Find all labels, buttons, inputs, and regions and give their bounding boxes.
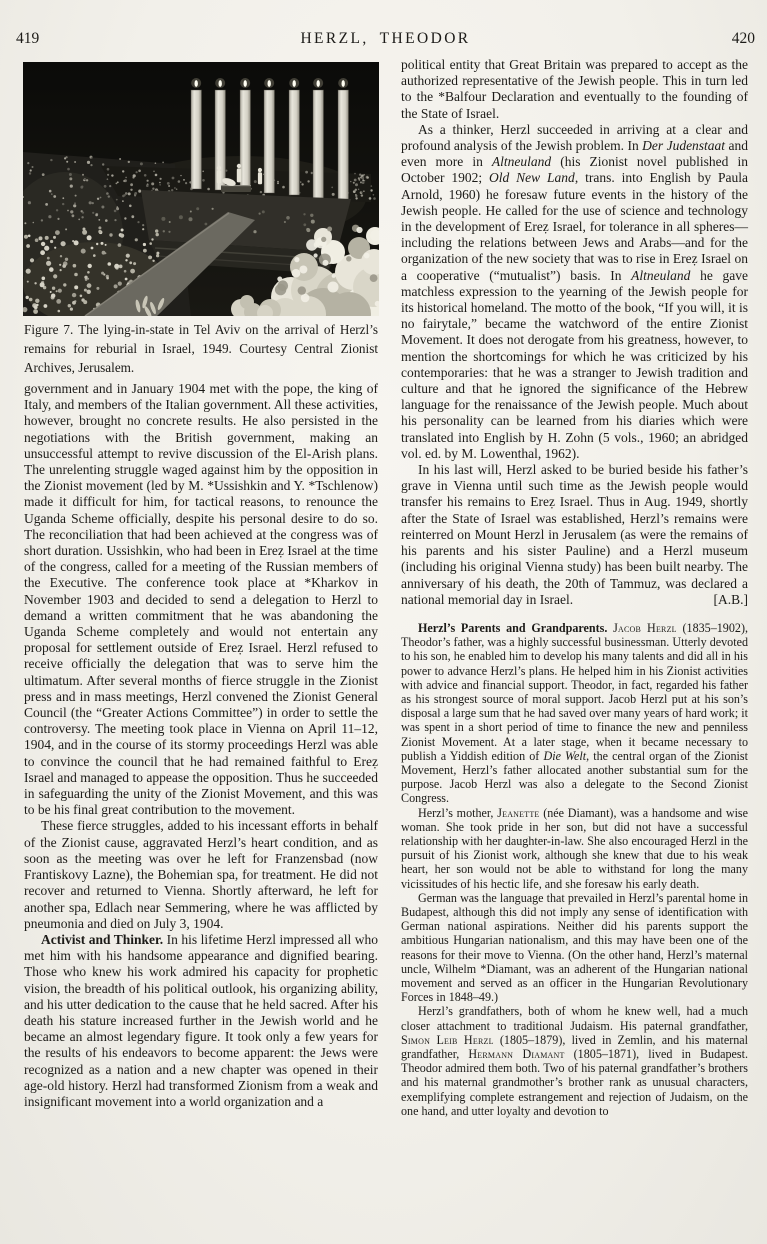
- right-column: [401, 57, 748, 1118]
- paragraph: Activist and Thinker. In his lifetime Herzl impressed all who met him with his handsome appearance and dignified bearing. Those who knew his work admired his capacity for prophetic vision, the breadth of his political outlook, his organizing ability, and his utter dedication to the cause that he held sacred. After his death his stature increased further in the Jewish world and he became an almost legendary figure. It took only a few years for the results of his endeavors to become apparent: the Jews were recognized as a nation and a new chapter was opened in their age-old history. Herzl had transformed Zionism from a weak and insignificant movement into a world organization and a: [24, 931, 378, 1109]
- page-number-left: 419: [16, 30, 40, 47]
- paragraph: political entity that Great Britain was prepared to accept as the authorized representative of the Jewish people. This in turn led to the *Balfour Declaration and eventually to the founding of the State of Israel.: [401, 57, 748, 121]
- page-header: [16, 30, 755, 48]
- paragraph: Herzl’s Parents and Grandparents. Jacob Herzl (1835–1902), Theodor’s father, was a highly successful businessman. Utterly devoted to his son, he enabled him to develop his many talents and did all in his power to advance Herzl’s plans. He helped him in his Zionist activities with advice and financial support. Theodor, in fact, regarded his father as his strongest source of moral support. Jacob Herzl put at his son’s disposal a large sum that he had saved over many years of hard work; it was spent in a short period of time to finance the new and penniless Zionist Movement. At a later stage, when it became necessary to publish a Yiddish edition of Die Welt, the central organ of the Zionist Movement, Herzl’s father allocated another substantial sum for the purpose. Jacob Herzl was also a delegate to the Second Zionist Congress.: [401, 620, 748, 806]
- section-parents-and-grandparents: [401, 621, 748, 1118]
- paragraph: As a thinker, Herzl succeeded in arriving at a clear and profound analysis of the Jewish problem. In Der Judenstaat and even more in Altneuland (his Zionist novel published in October 1902; Old New Land, trans. into English by Paula Arnold, 1960) he foresaw future events in the history of the Jewish people. He called for the use of science and technology in the development of Ereẓ Israel, for tolerance in all spheres—including the relations between Jews and Arabs—and for the organization of the new society that was to rise in Ereẓ Israel on a cooperative (“mutualist”) basis. In Altneuland he gave matchless expression to the yearning of the Jewish people for its historical homeland. The motto of the book, “If you will, it is no fairytale,” became the watchword of the entire Zionist Movement. It does not derogate from his greatness, however, to mention the shortcomings for which he was criticized by his contemporaries: that he was a stranger to Jewish tradition and culture and that he ignored the significance of the Hebrew language for the renaissance of the Jewish people. Much about his personality can be learned from his diaries which were translated into English by H. Zohn (5 vols., 1960; an abridged vol. ed. by M. Lowenthal, 1962).: [401, 121, 748, 461]
- page-number-right: 420: [731, 30, 755, 47]
- paragraph: These fierce struggles, added to his incessant efforts in behalf of the Zionist cause, aggravated Herzl’s heart condition, and as soon as the meeting was over he left for Franzensbad (now Frantiskovy Lazne), the Bohemian spa, for treatment. He did not recover and returned to Vienna. Shortly afterward, he left for another spa, Edlach near Semmering, where he was afflicted by pneumonia and died on July 3, 1904.: [24, 818, 378, 931]
- paragraph: Herzl’s grandfathers, both of whom he knew well, had a much closer attachment to traditional Judaism. His paternal grandfather, Simon Leib Herzl (1805–1879), lived in Zemlin, and his maternal grandfather, Hermann Diamant (1805–1871), lived in Budapest. Theodor admired them both. Two of his paternal grandfather’s brothers and his maternal grandmother’s brother rank as unusual characters, exemplifying complete estrangement and rejection of Judaism, on the one hand, and utter loyalty and devotion to: [401, 1004, 749, 1118]
- running-title: HERZL, THEODOR: [300, 30, 471, 47]
- paragraph: In his last will, Herzl asked to be buried beside his father’s grave in Vienna until such time as the Jewish people would transfer his remains to Ereẓ Israel. Thus in Aug. 1949, shortly after the State of Israel was established, Herzl’s remains were reinterred on Mount Herzl in Jerusalem (as were the remains of his parents and his sister Pauline) and a Herzl museum (including his original Vienna study) has been built nearby. The anniversary of his death, the 20th of Tammuz, was declared a national memorial day in Israel. [A.B.]: [401, 462, 748, 607]
- figure-caption: Figure 7. The lying-in-state in Tel Aviv on the arrival of Herzl’s remains for reburial in Israel, 1949. Courtesy Central Zionist Archives, Jerusalem.: [24, 322, 378, 375]
- paragraph: German was the language that prevailed in Herzl’s parental home in Budapest, although this did not imply any sense of identification with German national aspirations. Neither did his parents support the ambitious Hungarian nationalism, and this may have been one of the reasons for their move to Vienna. (On the other hand, Herzl’s maternal uncle, Wilhelm *Diamant, was an adherent of the Hungarian national movement and served as an officer in the Hungarian Revolutionary Forces in 1848–49.): [401, 890, 748, 1005]
- paragraph: Herzl’s mother, Jeanette (née Diamant), was a handsome and wise woman. She took pride in her son, but did not have a successful relationship with her daughter-in-law. She also encouraged Herzl in the pursuit of his Zionist work, although she knew that due to his weak heart, her son would not be able to withstand for long the many vicissitudes of his hectic life, and she foresaw his early death.: [401, 805, 749, 891]
- paragraph: government and in January 1904 met with the pope, the king of Italy, and members of the Italian government. All these activities, however, brought no concrete results. He also persisted in the negotiations with the British government, making an unsuccessful attempt to revive discussion of the El-Arish plans. The unrelenting struggle waged against him by the opposition in the Zionist movement (led by M. *Ussishkin and Y. *Tschlenow) made it difficult for him, for tactical reasons, to renounce the Uganda Scheme officially, despite his personal desire to do so. The reconciliation that had been achieved at the congress was of short duration. Ussishkin, who had been in Ereẓ Israel at the time of the congress, called for a meeting of the Russian members of the Executive. The conference took place at *Kharkov in November 1903 and decided to send a delegation to Herzl to demand a written commitment that he was abandoning the Uganda Scheme completely and would not entertain any proposal for settlement outside of Ereẓ Israel. Herzl refused to receive officially the delegation that was to serve him the ultimatum. After several months of fierce struggle in the Zionist press and in mass meetings, Herzl convened the Zionist General Council (the “Greater Actions Committee”) in order to settle the controversy. The meeting took place in Vienna on April 11–12, 1904, and in the course of its stormy proceedings Herzl was able to convince the council that he had remained faithful to Ereẓ Israel and managed to appease the opposition. Thus he succeeded in safeguarding the unity of the Zionist Movement, and this was to be his final great contribution to the movement.: [24, 381, 378, 818]
- right-column-main-section: [401, 57, 748, 608]
- left-column: [24, 381, 378, 1110]
- lying-in-state-photo: [23, 62, 379, 316]
